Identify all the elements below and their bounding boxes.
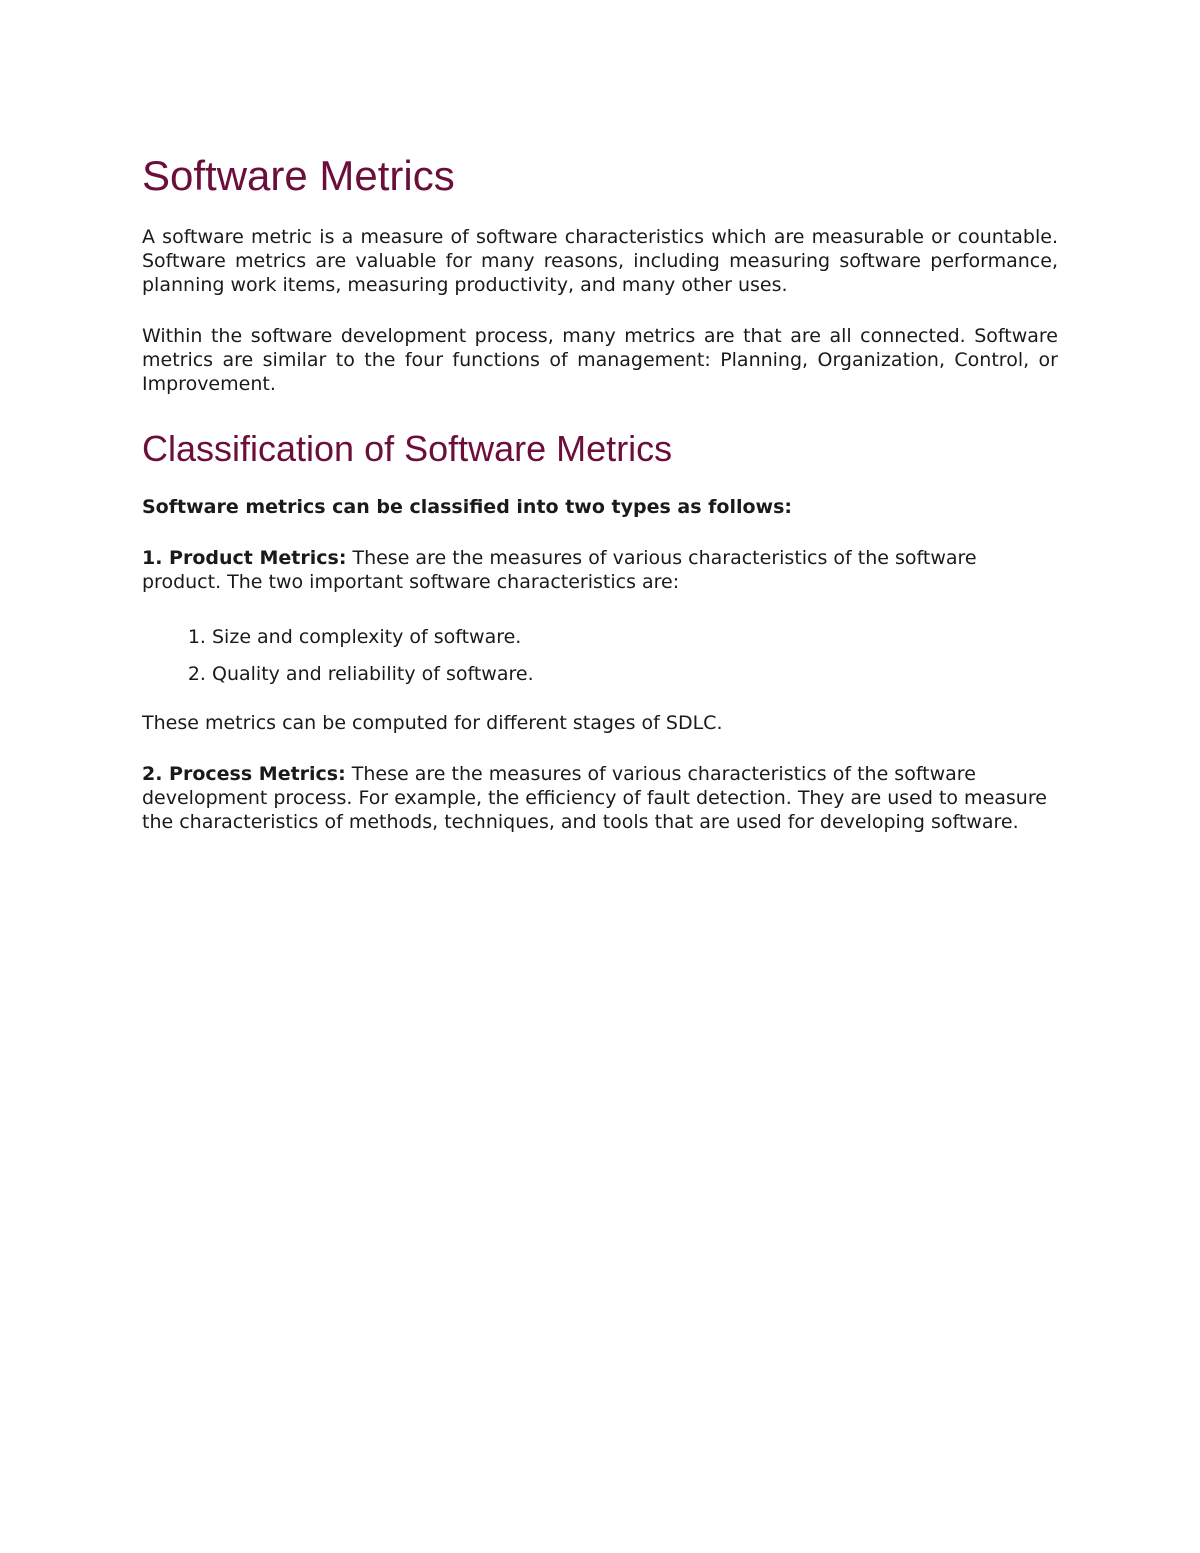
process-metrics-paragraph	[142, 762, 1058, 834]
process-metrics-label: 2. Process Metrics:	[142, 763, 346, 785]
sdlc-note: These metrics can be computed for different stages of SDLC.	[142, 712, 723, 734]
product-metrics-paragraph	[142, 546, 1058, 594]
product-metrics-label: 1. Product Metrics:	[142, 547, 347, 569]
document-page	[142, 150, 1058, 861]
section-heading: Classification of Software Metrics	[142, 428, 673, 469]
lead-sentence: Software metrics can be classified into two types as follows:	[142, 496, 792, 518]
intro-paragraph-2: Within the software development process, many metrics are that are all connected. Software metrics are similar to the four functions of management: Planning, Organization, Control, or Improvement.	[142, 325, 1058, 395]
list-item: 1. Size and complexity of software.	[212, 625, 1058, 649]
process-metrics-text: These are the measures of various characteristics of the software development process. For example, the efficiency of fault detection. They are used to measure the characteristics of methods, techniques, and tools that are used for developing software.	[142, 763, 1047, 833]
product-characteristics-list	[142, 625, 1058, 686]
page-title: Software Metrics	[142, 152, 455, 199]
product-metrics-text: These are the measures of various characteristics of the software product. The two important software characteristics are:	[142, 547, 977, 593]
intro-paragraph-1: A software metric is a measure of software characteristics which are measurable or countable. Software metrics are valuable for many reasons, including measuring software performance, planning work items, measuring productivity, and many other uses.	[142, 226, 1058, 296]
list-item: 2. Quality and reliability of software.	[212, 662, 1058, 686]
